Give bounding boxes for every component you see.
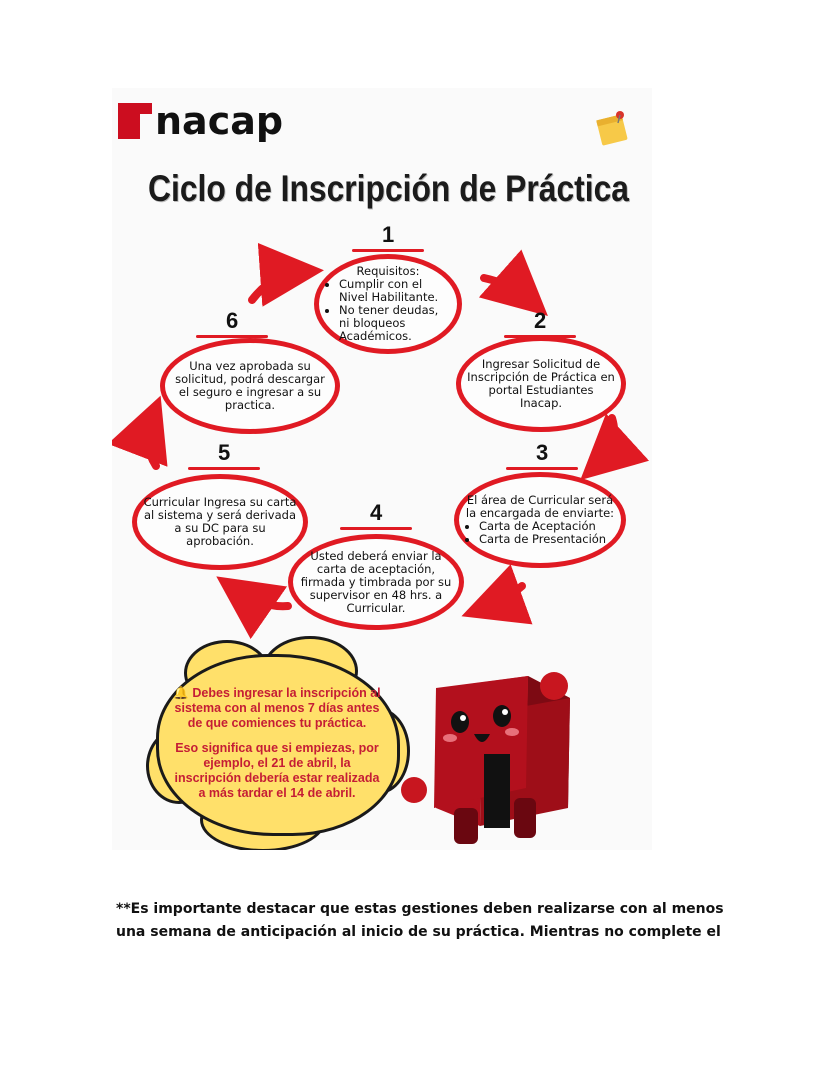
arrow-icon	[484, 586, 522, 608]
step-3-list	[465, 520, 615, 546]
step-1-text	[319, 265, 457, 343]
list-item: • Cumplir con el Nivel Habilitante.	[339, 278, 451, 304]
arrow-icon	[484, 278, 530, 300]
step-number-4: 4	[370, 500, 383, 525]
list-item: • Carta de Presentación	[479, 533, 615, 546]
step-5	[132, 474, 308, 570]
step-1-list	[325, 278, 451, 343]
step-number-1: 1	[382, 222, 395, 247]
step-1	[314, 254, 462, 354]
mascot-illustration	[394, 658, 582, 850]
page-title: Ciclo de Inscripción de Práctica	[148, 168, 630, 209]
arrow-icon	[148, 418, 156, 466]
list-item: • No tener deudas, ni bloqueos Académicos.	[339, 304, 451, 343]
arrow-icon	[598, 418, 614, 464]
infographic	[112, 88, 652, 850]
callout-line-1: 🔔 Debes ingresar la inscripción al sistema con al menos 7 días antes de que comiences tu práctica.	[173, 686, 381, 730]
step-3-heading: El área de Curricular será la encargada de enviarte:	[465, 493, 615, 520]
step-3-text	[459, 494, 621, 546]
step-number-6: 6	[226, 308, 239, 333]
arrow-icon	[252, 272, 300, 300]
step-3	[454, 472, 626, 568]
step-2	[456, 336, 626, 432]
step-number-2: 2	[534, 308, 547, 333]
logo-text: nacap	[155, 99, 284, 143]
step-6	[160, 338, 340, 434]
step-1-heading: Requisitos:	[356, 264, 420, 278]
callout-line-2: Eso significa que si empiezas, por ejemplo, el 21 de abril, la inscripción debería estar realizada a más tardar el 14 de abril.	[174, 741, 380, 800]
step-number-5: 5	[218, 440, 231, 465]
step-4	[288, 534, 464, 630]
step-6-text: Una vez aprobada su solicitud, podrá descargar el seguro e ingresar a su practica.	[175, 359, 325, 412]
step-number-3: 3	[536, 440, 549, 465]
callout-text	[170, 686, 384, 811]
list-item: • Carta de Aceptación	[479, 520, 615, 533]
arrow-icon	[236, 590, 288, 606]
step-2-text: Ingresar Solicitud de Inscripción de Práctica en portal Estudiantes Inacap.	[467, 357, 615, 410]
step-5-text: Curricular Ingresa su carta al sistema y será derivada a su DC para su aprobación.	[143, 495, 297, 548]
step-4-text: Usted deberá enviar la carta de aceptación, firmada y timbrada por su supervisor en 48 hrs. a Curricular.	[300, 548, 452, 615]
footer-text: **Es importante destacar que estas gestiones deben realizarse con al menos una semana de anticipación al inicio de su práctica. Mientras no complete el	[116, 901, 724, 940]
